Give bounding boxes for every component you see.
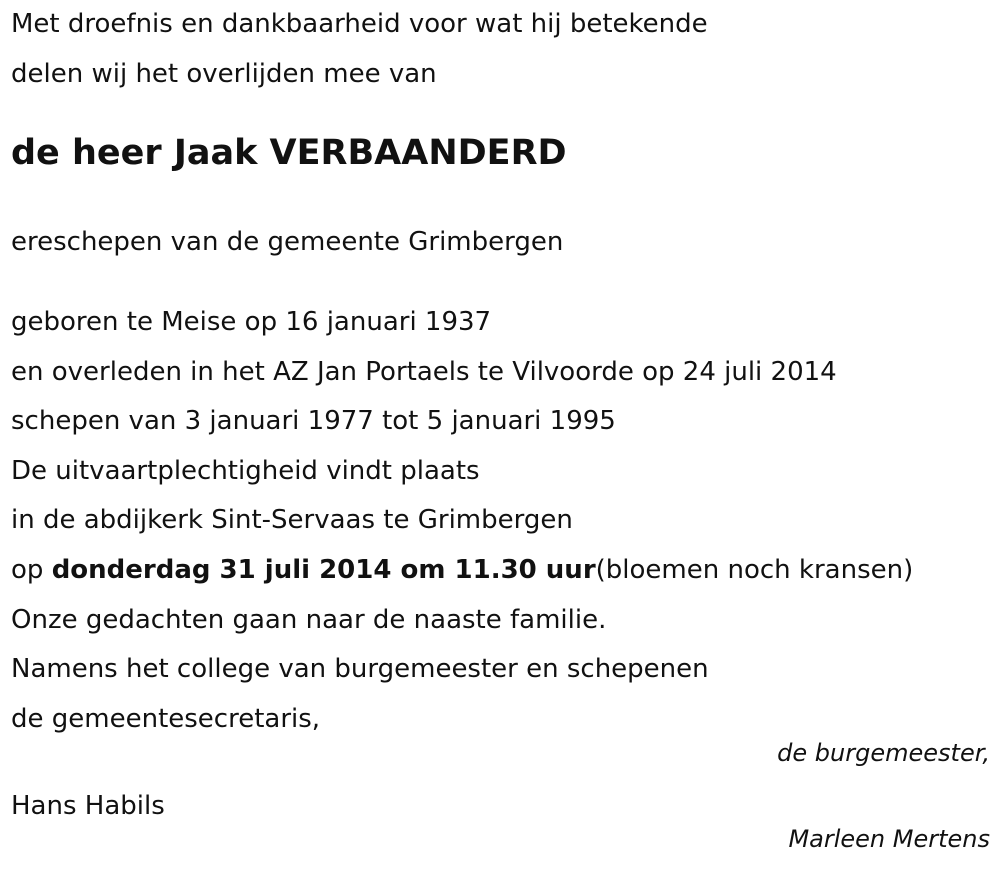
intro-line-2: delen wij het overlijden mee van — [11, 59, 437, 89]
birth-line: geboren te Meise op 16 januari 1937 — [11, 307, 492, 337]
secretary-name: Hans Habils — [11, 791, 165, 821]
mayor-name: Marleen Mertens — [788, 825, 990, 853]
funeral-datetime: donderdag 31 juli 2014 om 11.30 uur — [51, 555, 596, 585]
funeral-line-1: De uitvaartplechtigheid vindt plaats — [11, 456, 480, 486]
funeral-suffix: (bloemen noch kransen) — [595, 555, 914, 585]
on-behalf-line: Namens het college van burgemeester en schepenen — [11, 654, 709, 684]
mayor-title: de burgemeester, — [777, 739, 990, 767]
death-line: en overleden in het AZ Jan Portaels te Vilvoorde op 24 juli 2014 — [11, 357, 837, 387]
thoughts-line: Onze gedachten gaan naar de naaste familie. — [11, 605, 607, 635]
funeral-datetime-line — [11, 553, 913, 587]
funeral-prefix: op — [11, 555, 52, 585]
honorary-title: ereschepen van de gemeente Grimbergen — [11, 227, 564, 257]
deceased-name: de heer Jaak VERBAANDERD — [11, 133, 567, 173]
alderman-term-line: schepen van 3 januari 1977 tot 5 januari 1995 — [11, 406, 616, 436]
funeral-line-2: in de abdijkerk Sint-Servaas te Grimbergen — [11, 505, 573, 535]
intro-line-1: Met droefnis en dankbaarheid voor wat hij betekende — [11, 9, 708, 39]
secretary-title: de gemeentesecretaris, — [11, 704, 321, 734]
